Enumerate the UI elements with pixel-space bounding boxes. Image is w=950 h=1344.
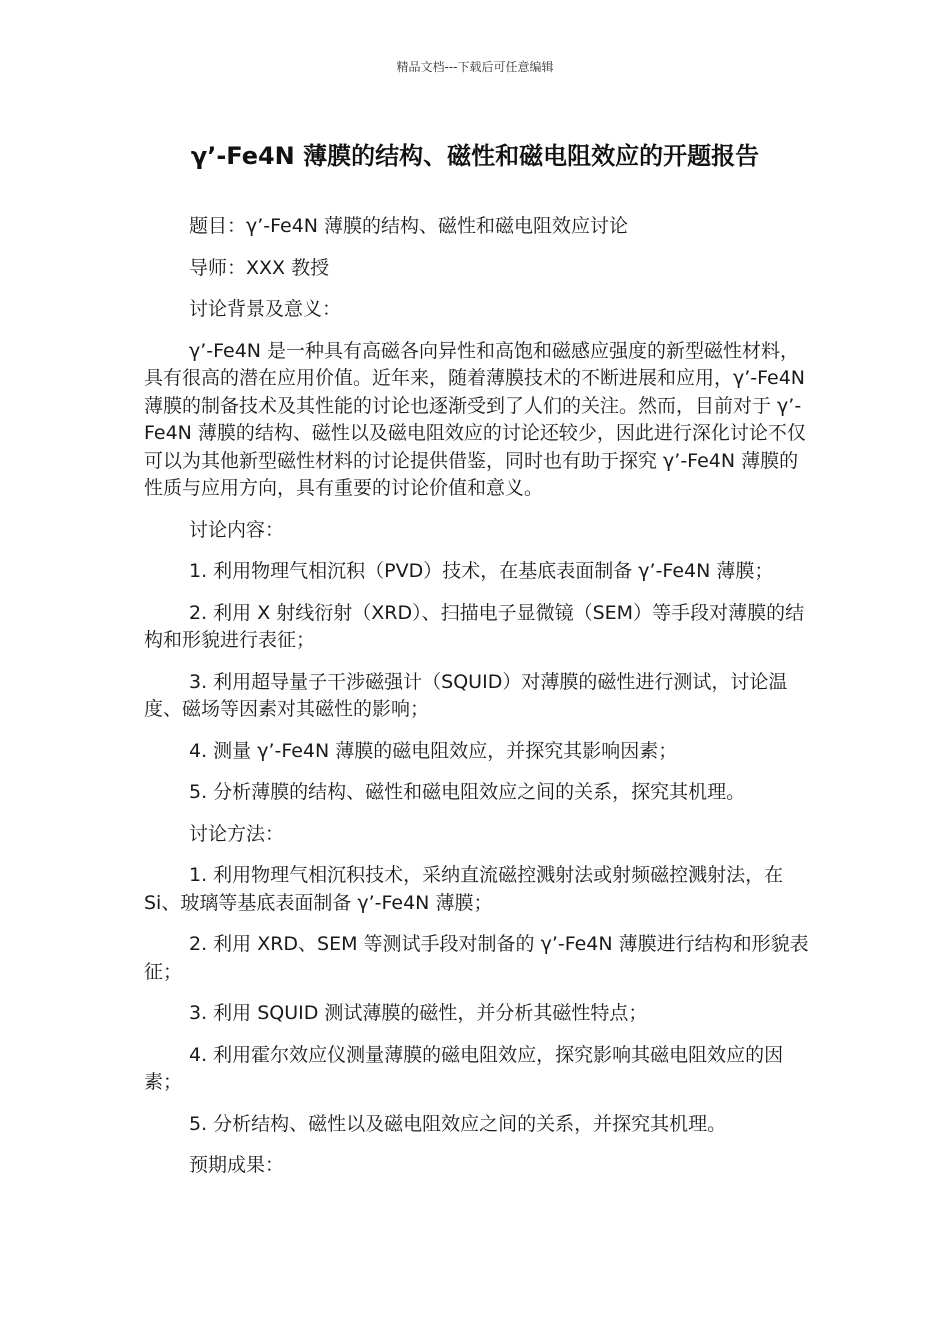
header-note: 精品文档---下载后可任意编辑 bbox=[396, 60, 554, 74]
method-item-1: 1. 利用物理气相沉积技术，采纳直流磁控溅射法或射频磁控溅射法，在 Si、玻璃等基底表面制备 γ’-Fe4N 薄膜； bbox=[144, 864, 784, 914]
content-item-3: 3. 利用超导量子干涉磁强计（SQUID）对薄膜的磁性进行测试，讨论温度、磁场等因素对其磁性的影响； bbox=[144, 670, 788, 720]
document-title: γ’-Fe4N 薄膜的结构、磁性和磁电阻效应的开题报告 bbox=[190, 142, 760, 170]
expected-results-heading: 预期成果： bbox=[189, 1154, 285, 1176]
content-item-2: 2. 利用 X 射线衍射（XRD）、扫描电子显微镜（SEM）等手段对薄膜的结构和形貌进行表征； bbox=[144, 601, 805, 651]
topic-line: 题目：γ’-Fe4N 薄膜的结构、磁性和磁电阻效应讨论 bbox=[189, 215, 629, 237]
advisor-line: 导师：XXX 教授 bbox=[189, 256, 330, 279]
content-item-4: 4. 测量 γ’-Fe4N 薄膜的磁电阻效应，并探究其影响因素； bbox=[189, 739, 678, 762]
content-item-1: 1. 利用物理气相沉积（PVD）技术，在基底表面制备 γ’-Fe4N 薄膜； bbox=[189, 560, 774, 582]
method-item-4: 4. 利用霍尔效应仪测量薄膜的磁电阻效应，探究影响其磁电阻效应的因素； bbox=[144, 1043, 784, 1093]
background-heading: 讨论背景及意义： bbox=[189, 298, 342, 320]
method-heading: 讨论方法： bbox=[189, 822, 285, 845]
method-item-2: 2. 利用 XRD、SEM 等测试手段对制备的 γ’-Fe4N 薄膜进行结构和形貌表征； bbox=[144, 933, 809, 983]
method-item-5: 5. 分析结构、磁性以及磁电阻效应之间的关系，并探究其机理。 bbox=[189, 1112, 727, 1135]
method-item-3: 3. 利用 SQUID 测试薄膜的磁性，并分析其磁性特点； bbox=[189, 1002, 648, 1024]
content-heading: 讨论内容： bbox=[189, 518, 285, 541]
background-paragraph: γ’-Fe4N 是一种具有高磁各向异性和高饱和磁感应强度的新型磁性材料，具有很高的潜在应用价值。近年来，随着薄膜技术的不断进展和应用，γ’-Fe4N 薄膜的制备技术及其性能的讨论也逐渐受到了人们的关注。然而，目前对于 γ’-Fe4N 薄膜的结构、磁性以及磁电阻效应的讨论还较少，因此进行深化讨论不仅可以为其他新型磁性材料的讨论提供借鉴，同时也有助于探究 γ’-Fe4N 薄膜的性质与应用方向，具有重要的讨论价值和意义。 bbox=[144, 339, 806, 499]
content-item-5: 5. 分析薄膜的结构、磁性和磁电阻效应之间的关系，探究其机理。 bbox=[189, 781, 746, 803]
document-body bbox=[144, 213, 810, 1194]
